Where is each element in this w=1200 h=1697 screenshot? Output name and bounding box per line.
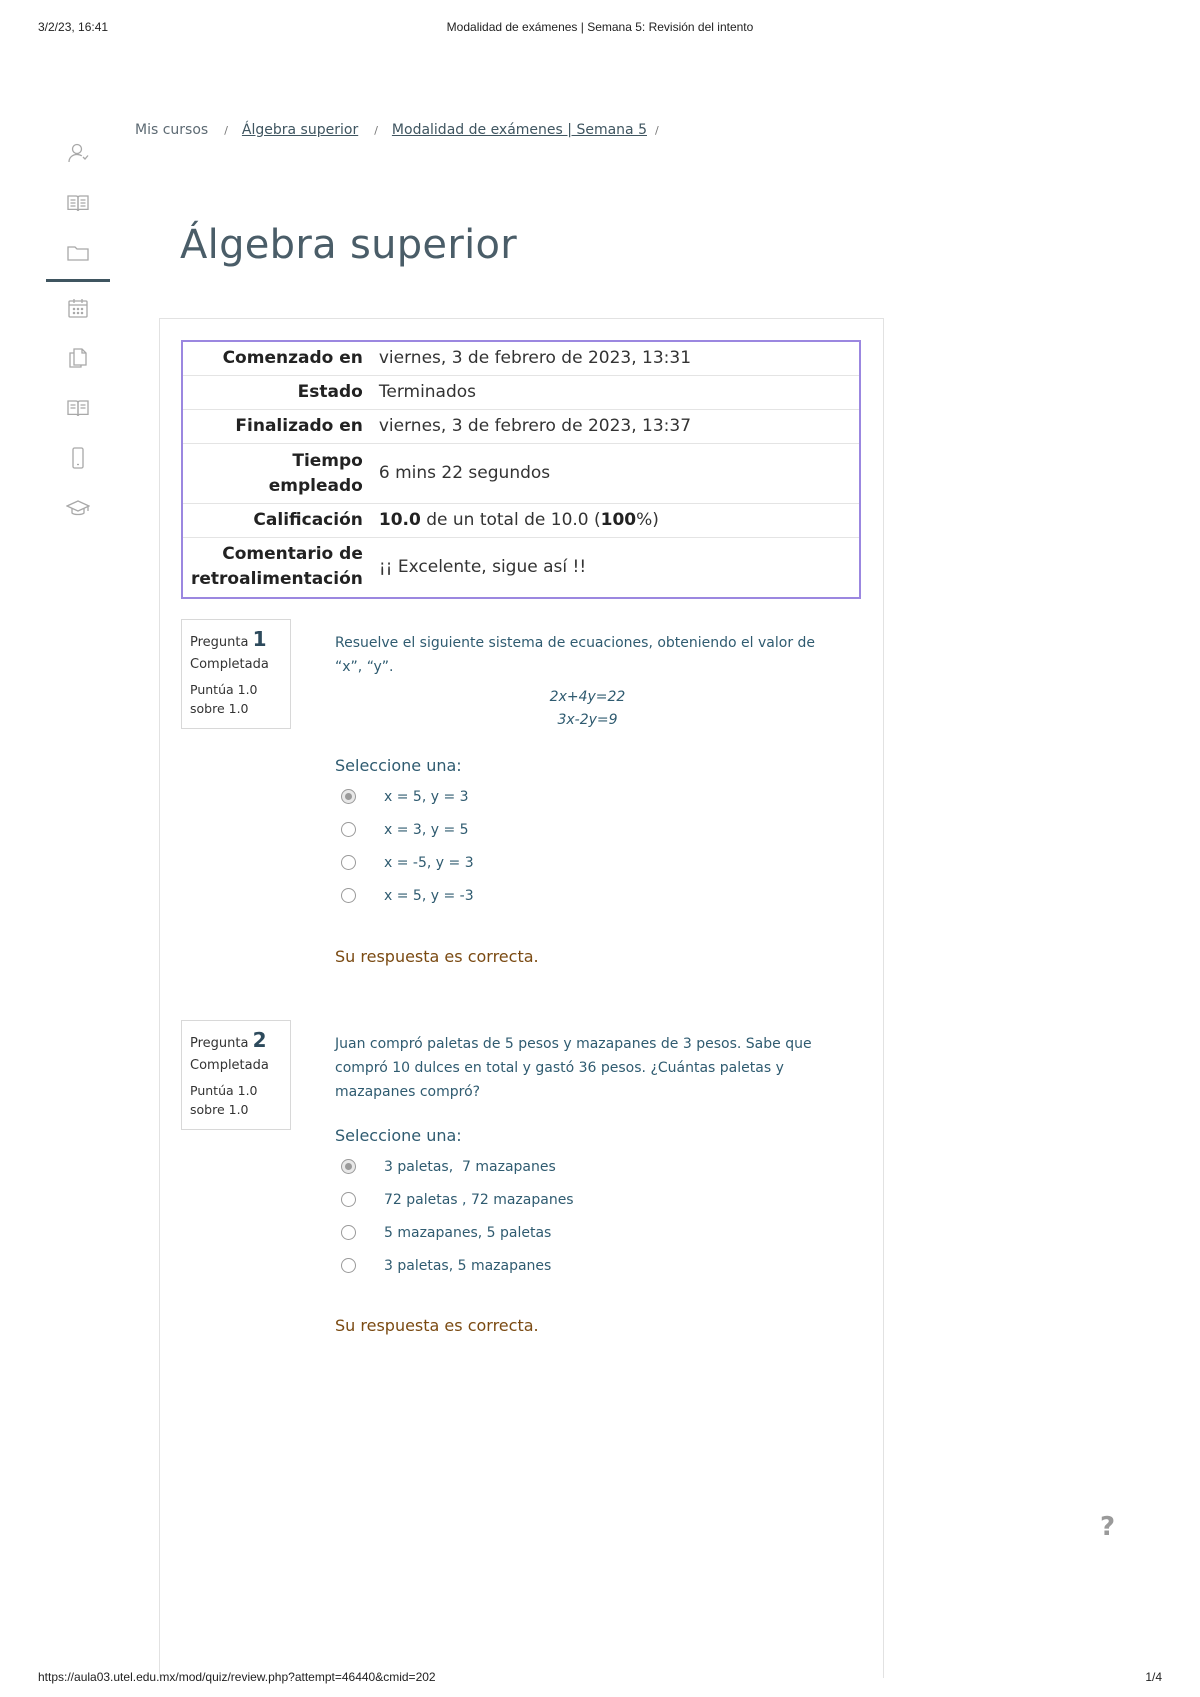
question-1-equations xyxy=(335,686,840,732)
answer-label: x = -5, y = 3 xyxy=(384,854,474,871)
question-2-answers xyxy=(341,1150,574,1282)
state-value: Terminados xyxy=(378,382,477,402)
time-label-line-1: Tiempo xyxy=(292,450,363,471)
radio-button[interactable] xyxy=(341,888,356,903)
radio-button[interactable] xyxy=(341,855,356,870)
mobile-icon xyxy=(66,446,90,470)
answer-option[interactable] xyxy=(341,846,474,879)
question-1-prompt: Seleccione una: xyxy=(335,756,462,775)
breadcrumb-course-link[interactable]: Álgebra superior xyxy=(241,122,359,138)
breadcrumb xyxy=(135,122,673,138)
answer-label: x = 5, y = 3 xyxy=(384,788,469,805)
radio-button[interactable] xyxy=(341,1258,356,1273)
grade-percent: 100 xyxy=(600,510,637,530)
answer-option[interactable] xyxy=(341,1216,574,1249)
question-grade-line-2: sobre 1.0 xyxy=(190,701,249,716)
grade-total: de un total de 10.0 ( xyxy=(420,510,601,530)
sidebar-item-grades[interactable] xyxy=(46,483,110,533)
grade-label: Calificación xyxy=(253,510,363,530)
started-value: viernes, 3 de febrero de 2023, 13:31 xyxy=(378,348,692,368)
finished-value: viernes, 3 de febrero de 2023, 13:37 xyxy=(378,416,692,436)
question-1-feedback: Su respuesta es correcta. xyxy=(335,947,539,966)
question-number: 2 xyxy=(252,1028,267,1052)
sidebar-item-documents[interactable] xyxy=(46,333,110,383)
sidebar-item-course[interactable] xyxy=(46,178,110,228)
question-grade xyxy=(190,680,282,718)
documents-icon xyxy=(66,346,90,370)
answer-option[interactable] xyxy=(341,1183,574,1216)
book-open-icon xyxy=(66,396,90,420)
summary-row-time xyxy=(182,444,860,504)
question-1-answers xyxy=(341,780,474,912)
answer-option[interactable] xyxy=(341,1249,574,1282)
state-label: Estado xyxy=(297,382,363,402)
feedback-value: ¡¡ Excelente, sigue así !! xyxy=(378,556,587,577)
radio-button-selected[interactable] xyxy=(341,1159,356,1174)
summary-row-grade xyxy=(182,504,860,538)
calendar-icon xyxy=(66,296,90,320)
question-label: Pregunta xyxy=(190,635,249,650)
grade-value xyxy=(379,504,860,538)
user-icon xyxy=(66,141,90,165)
question-2-prompt: Seleccione una: xyxy=(335,1126,462,1145)
finished-label: Finalizado en xyxy=(235,416,363,436)
answer-option[interactable] xyxy=(341,879,474,912)
feedback-label-line-1: Comentario de xyxy=(222,544,363,565)
time-value: 6 mins 22 segundos xyxy=(378,463,551,483)
time-label-line-2: empleado xyxy=(268,475,363,496)
question-state: Completada xyxy=(190,657,269,672)
breadcrumb-separator: / xyxy=(224,124,228,137)
question-grade-line-2: sobre 1.0 xyxy=(190,1102,249,1117)
answer-option[interactable] xyxy=(341,780,474,813)
answer-option[interactable] xyxy=(341,813,474,846)
page-title: Álgebra superior xyxy=(180,222,518,268)
question-2-info xyxy=(181,1020,291,1130)
print-page-number: 1/4 xyxy=(1145,1670,1162,1684)
question-1-info xyxy=(181,619,291,729)
breadcrumb-separator: / xyxy=(374,124,378,137)
equation-1: 2x+4y=22 xyxy=(549,689,626,705)
print-url: https://aula03.utel.edu.mx/mod/quiz/review.php?attempt=46440&cmid=202 xyxy=(38,1670,436,1684)
grade-end: %) xyxy=(636,510,659,530)
radio-button[interactable] xyxy=(341,1225,356,1240)
answer-option[interactable] xyxy=(341,1150,574,1183)
answer-label: 3 paletas, 7 mazapanes xyxy=(384,1158,556,1175)
question-number: 1 xyxy=(252,627,267,651)
breadcrumb-my-courses[interactable]: Mis cursos xyxy=(135,122,209,138)
question-grade xyxy=(190,1081,282,1119)
radio-button[interactable] xyxy=(341,1192,356,1207)
sidebar-item-library[interactable] xyxy=(46,383,110,433)
course-sidebar xyxy=(46,128,110,533)
summary-row-finished xyxy=(182,410,860,444)
radio-button-selected[interactable] xyxy=(341,789,356,804)
breadcrumb-separator: / xyxy=(654,124,659,137)
folder-icon xyxy=(66,241,90,265)
sidebar-item-files[interactable] xyxy=(46,228,110,278)
radio-button[interactable] xyxy=(341,822,356,837)
time-label xyxy=(182,444,379,504)
attempt-summary-table xyxy=(181,340,861,599)
grade-score: 10.0 xyxy=(378,510,421,530)
feedback-label xyxy=(182,538,379,598)
print-document-title: Modalidad de exámenes | Semana 5: Revisión del intento xyxy=(446,20,754,34)
print-timestamp: 3/2/23, 16:41 xyxy=(38,20,109,34)
graduation-cap-icon xyxy=(66,496,90,520)
question-grade-line-1: Puntúa 1.0 xyxy=(190,1083,258,1098)
answer-label: 3 paletas, 5 mazapanes xyxy=(384,1257,552,1274)
summary-row-feedback xyxy=(182,538,860,598)
feedback-label-line-2: retroalimentación xyxy=(191,569,363,590)
started-label: Comenzado en xyxy=(222,348,363,368)
print-footer xyxy=(38,1670,1162,1684)
breadcrumb-quiz-link[interactable]: Modalidad de exámenes | Semana 5 xyxy=(391,122,647,138)
question-2-text: Juan compró paletas de 5 pesos y mazapanes de 3 pesos. Sabe que compró 10 dulces en total y gastó 36 pesos. ¿Cuántas paletas y mazapanes compró? xyxy=(335,1036,812,1100)
summary-row-state xyxy=(182,376,860,410)
question-label: Pregunta xyxy=(190,1036,249,1051)
help-icon[interactable]: ? xyxy=(1100,1512,1116,1542)
sidebar-item-mobile[interactable] xyxy=(46,433,110,483)
book-icon xyxy=(66,191,90,215)
answer-label: x = 5, y = -3 xyxy=(384,887,474,904)
question-grade-line-1: Puntúa 1.0 xyxy=(190,682,258,697)
question-state: Completada xyxy=(190,1058,269,1073)
summary-row-started xyxy=(182,341,860,376)
answer-label: x = 3, y = 5 xyxy=(384,821,469,838)
answer-label: 72 paletas , 72 mazapanes xyxy=(384,1191,574,1208)
sidebar-item-participants[interactable] xyxy=(46,128,110,178)
equation-2: 3x-2y=9 xyxy=(557,712,618,728)
question-2-feedback: Su respuesta es correcta. xyxy=(335,1316,539,1335)
answer-label: 5 mazapanes, 5 paletas xyxy=(384,1224,552,1241)
question-1-text: Resuelve el siguiente sistema de ecuaciones, obteniendo el valor de “x”, “y”. xyxy=(335,635,816,675)
sidebar-item-calendar[interactable] xyxy=(46,283,110,333)
